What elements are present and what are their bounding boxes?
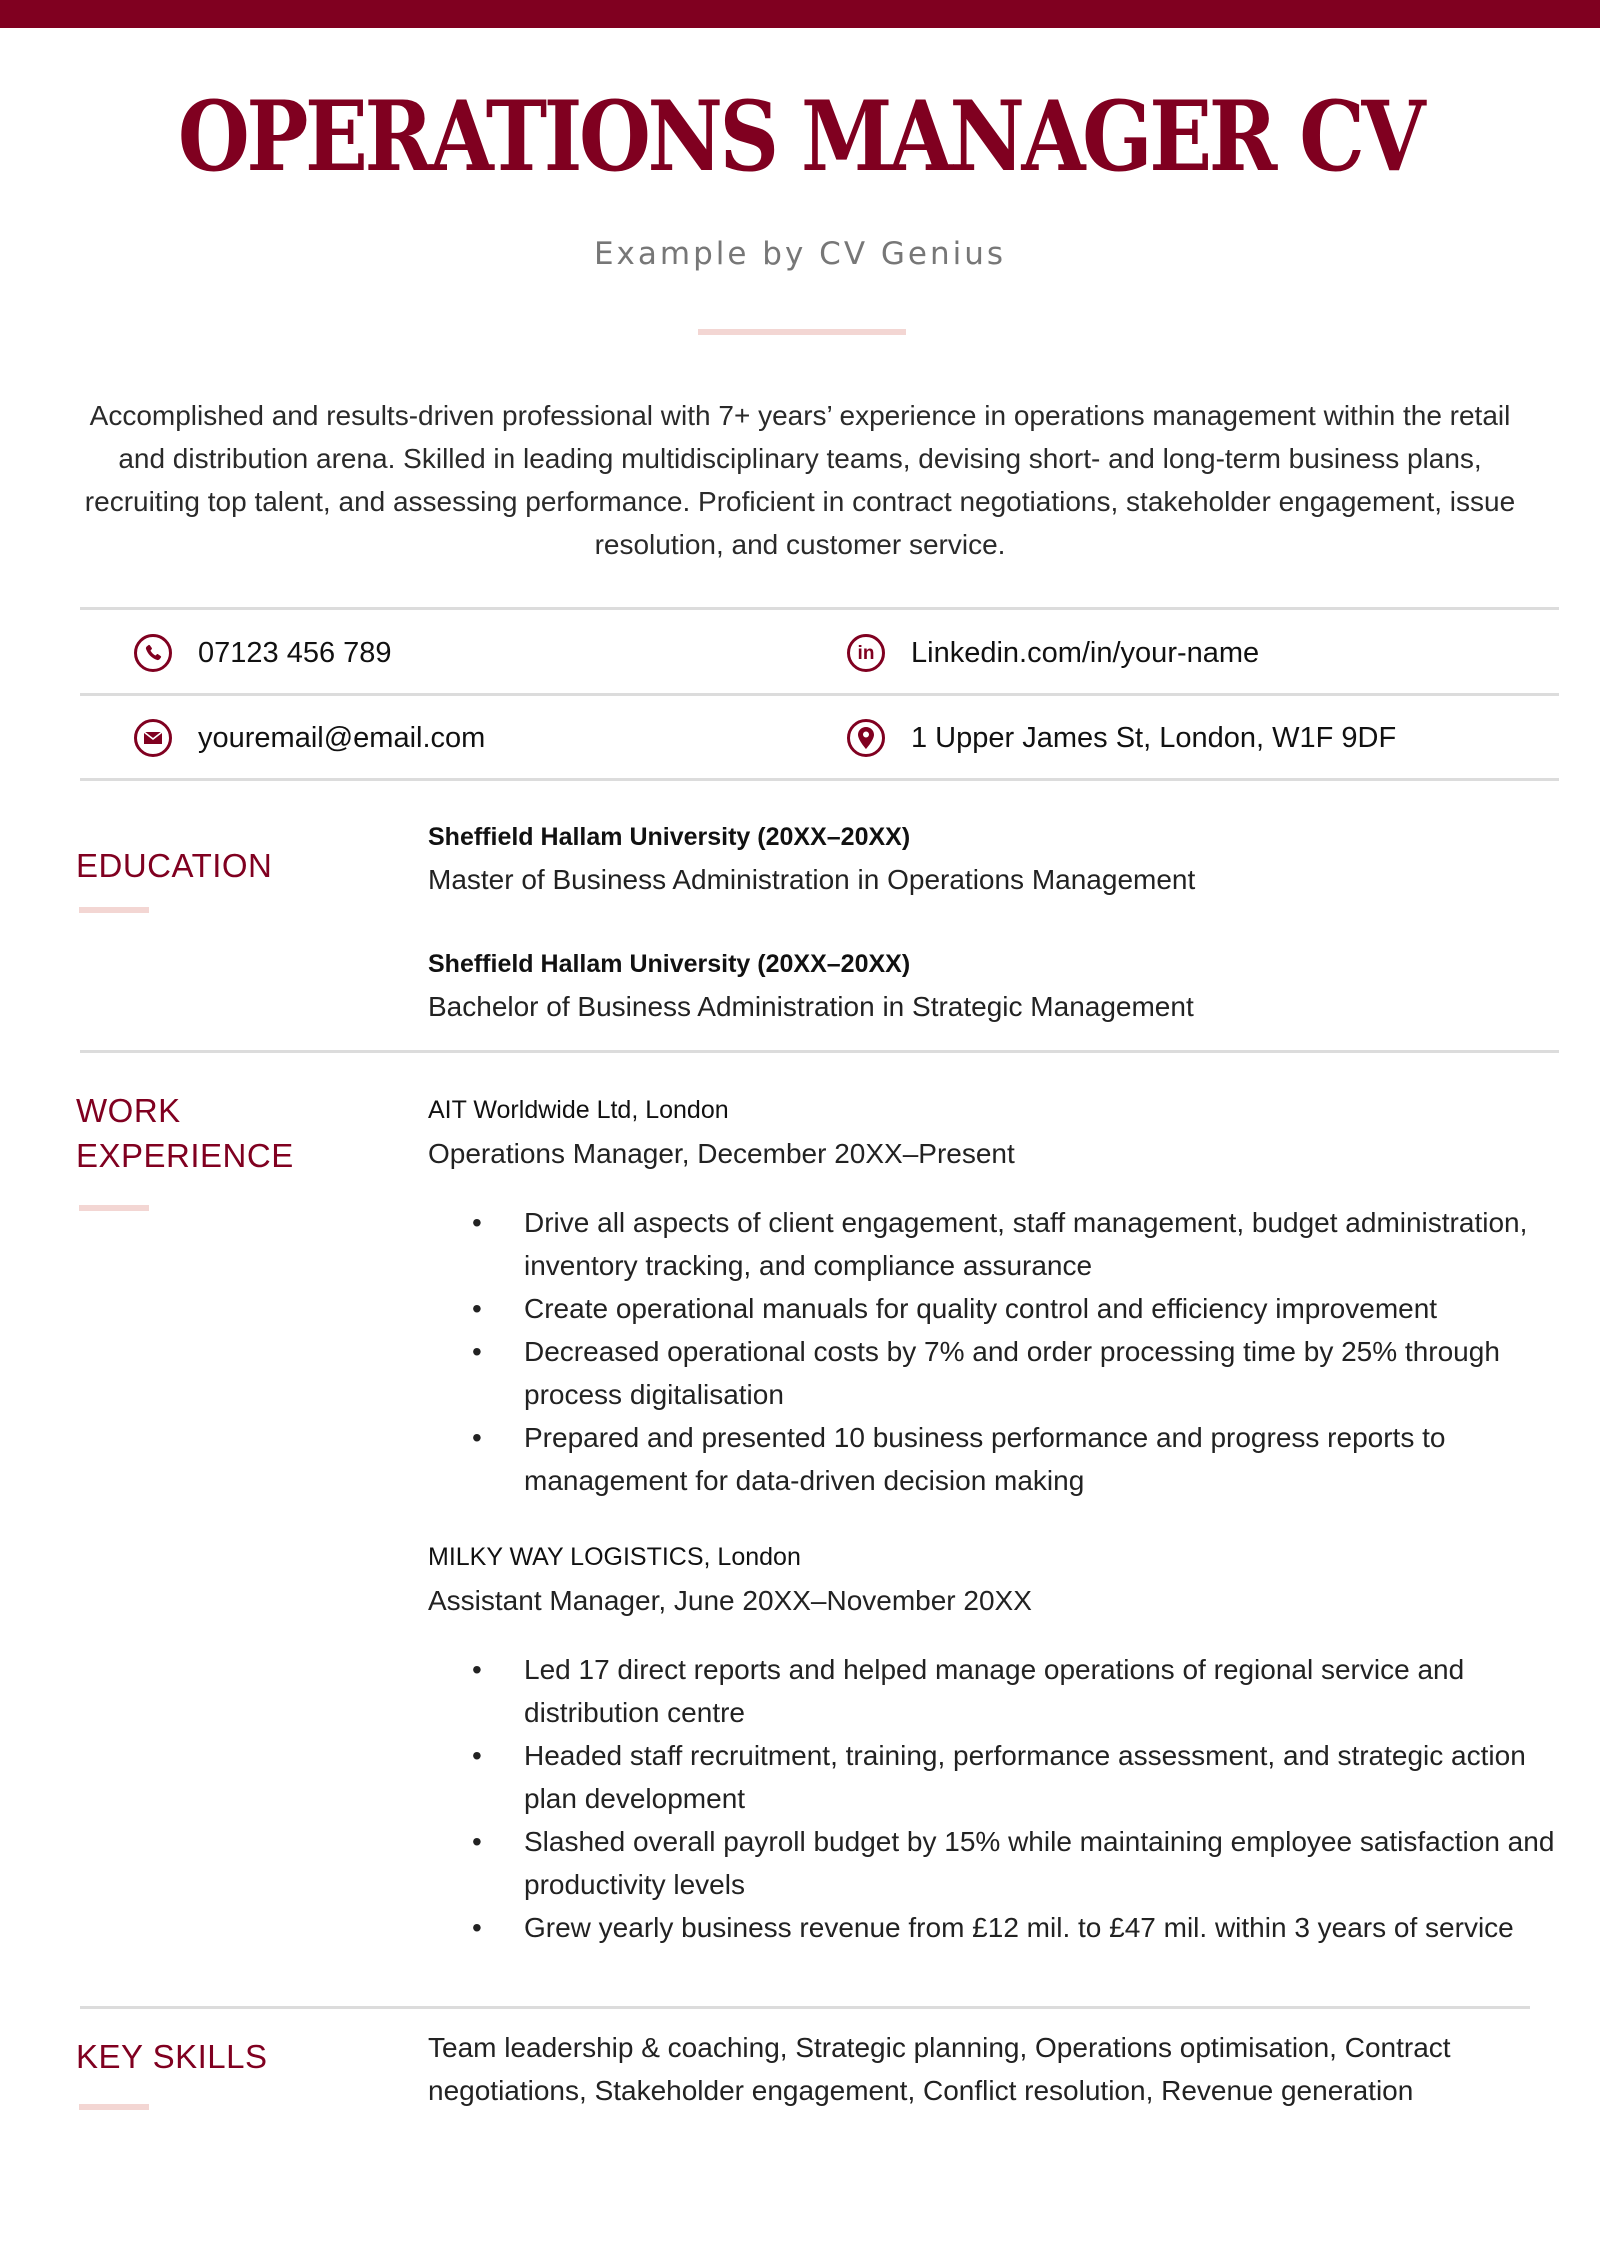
street-address: 1 Upper James St, London, W1F 9DF xyxy=(911,721,1397,754)
contact-email xyxy=(134,716,485,760)
section-underline xyxy=(79,907,149,913)
page-subtitle: Example by CV Genius xyxy=(593,236,1007,272)
divider xyxy=(80,693,1559,696)
list-item: • Prepared and presented 10 business performance and progress reports to management for data-driven decision making xyxy=(472,1422,1446,1496)
top-accent-bar xyxy=(0,0,1600,28)
job-bullets xyxy=(428,1648,1558,1949)
education-school: Sheffield Hallam University (20XX–20XX) xyxy=(428,950,911,978)
list-item: • Decreased operational costs by 7% and order processing time by 25% through process digitalisation xyxy=(472,1336,1500,1410)
divider xyxy=(80,2006,1530,2009)
section-heading-work-2: EXPERIENCE xyxy=(76,1137,294,1174)
education-school: Sheffield Hallam University (20XX–20XX) xyxy=(428,823,911,851)
email-icon xyxy=(134,719,172,757)
email-address[interactable]: youremail@email.com xyxy=(198,721,486,754)
section-heading-work: WORK xyxy=(76,1092,181,1129)
phone-number[interactable]: 07123 456 789 xyxy=(198,636,392,669)
list-item: • Led 17 direct reports and helped manage operations of regional service and distribution centre xyxy=(472,1654,1465,1728)
job-bullets xyxy=(428,1201,1558,1502)
divider xyxy=(80,607,1559,610)
job-role: Operations Manager, December 20XX–Present xyxy=(428,1138,1015,1169)
divider xyxy=(80,778,1559,781)
job-role: Assistant Manager, June 20XX–November 20XX xyxy=(428,1585,1032,1616)
contact-linkedin xyxy=(847,631,1259,675)
job-company: AIT Worldwide Ltd, London xyxy=(428,1096,729,1124)
linkedin-icon: in xyxy=(847,634,885,672)
phone-icon xyxy=(134,634,172,672)
location-pin-icon xyxy=(847,719,885,757)
skills-list: Team leadership & coaching, Strategic planning, Operations optimisation, Contract negotiations, Stakeholder engagement, Conflict resolution, Revenue generation xyxy=(428,2032,1451,2106)
contact-address xyxy=(847,716,1396,760)
section-underline xyxy=(79,2104,149,2110)
divider xyxy=(80,1050,1559,1053)
title-underline xyxy=(698,329,906,335)
section-underline xyxy=(79,1205,149,1211)
section-heading-education: EDUCATION xyxy=(76,847,273,884)
list-item: • Headed staff recruitment, training, performance assessment, and strategic action plan development xyxy=(472,1740,1526,1814)
page-title: OPERATIONS MANAGER CV xyxy=(177,80,1423,193)
list-item: • Create operational manuals for quality control and efficiency improvement xyxy=(472,1293,1438,1324)
contact-phone xyxy=(134,631,392,675)
list-item: • Drive all aspects of client engagement, staff management, budget administration, inventory tracking, and compliance assurance xyxy=(472,1207,1528,1281)
list-item: • Grew yearly business revenue from £12 mil. to £47 mil. within 3 years of service xyxy=(472,1912,1514,1943)
section-heading-skills: KEY SKILLS xyxy=(76,2038,268,2075)
linkedin-link[interactable]: Linkedin.com/in/your-name xyxy=(911,636,1260,669)
job-company: MILKY WAY LOGISTICS, London xyxy=(428,1543,801,1571)
profile-summary: Accomplished and results-driven professional with 7+ years’ experience in operations management within the retail and distribution arena. Skilled in leading multidisciplinary teams, devising short- and long-term business plans, recruiting top talent, and assessing performance. Proficient in contract negotiations, stakeholder engagement, issue resolution, and customer service. xyxy=(84,400,1516,560)
education-degree: Bachelor of Business Administration in Strategic Management xyxy=(428,991,1194,1022)
education-degree: Master of Business Administration in Operations Management xyxy=(428,864,1196,895)
list-item: • Slashed overall payroll budget by 15% while maintaining employee satisfaction and productivity levels xyxy=(472,1826,1555,1900)
